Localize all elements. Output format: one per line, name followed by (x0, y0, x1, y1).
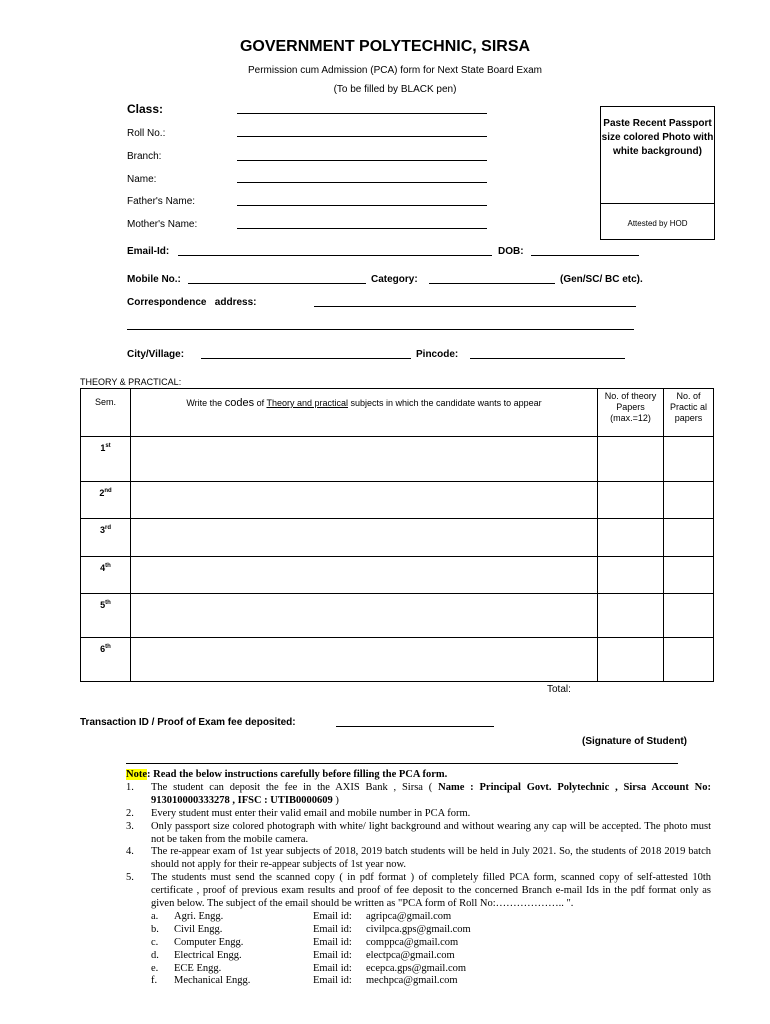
note-label: Note (126, 769, 147, 780)
email-row-label: Email id: (313, 923, 352, 935)
email-row-branch: ECE Engg. (174, 962, 222, 974)
email-row-branch: Agri. Engg. (174, 910, 224, 922)
photo-box (600, 106, 715, 240)
email-row (126, 963, 711, 976)
name-field[interactable] (237, 182, 487, 183)
fathers-name-label: Father's Name: (127, 196, 196, 207)
email-row-letter: c. (151, 936, 159, 948)
pincode-field[interactable] (470, 358, 625, 359)
subjects-cell[interactable] (131, 519, 598, 557)
email-row-letter: d. (151, 949, 159, 961)
roll-no-field[interactable] (237, 136, 487, 137)
mobile-field[interactable] (188, 283, 366, 284)
theory-practical-label: THEORY & PRACTICAL: (80, 377, 182, 387)
address-field-line1[interactable] (314, 306, 636, 307)
form-instruction: (To be filled by BLACK pen) (333, 84, 457, 95)
table-row (81, 638, 714, 682)
email-row-branch: Mechanical Engg. (174, 975, 251, 987)
email-row-address[interactable]: civilpca.gps@gmail.com (366, 923, 471, 935)
instruction-number: 5. (126, 872, 134, 884)
practical-count-cell[interactable] (664, 638, 714, 682)
email-row-label: Email id: (313, 962, 352, 974)
instruction-text-end: ) (332, 794, 339, 806)
email-row-branch: Computer Engg. (174, 936, 244, 948)
practical-count-cell[interactable] (664, 437, 714, 482)
instruction-number: 1. (126, 781, 134, 793)
instruction-text: Only passport size colored photograph with white/ light background and without wearing any cap will be accepted. The photo must not be taken from the mobile camera. (151, 820, 711, 845)
theory-count-cell[interactable] (598, 557, 664, 594)
sem-cell: 3rd (81, 519, 131, 557)
email-row-address[interactable]: electpca@gmail.com (366, 949, 455, 961)
instruction-item (126, 872, 711, 911)
signature-label: (Signature of Student) (582, 736, 687, 747)
city-field[interactable] (201, 358, 411, 359)
photo-divider (601, 203, 714, 204)
branch-field[interactable] (237, 160, 487, 161)
category-field[interactable] (429, 283, 555, 284)
instruction-item (126, 782, 711, 808)
subjects-table (80, 388, 714, 682)
photo-attested-label: Attested by HOD (627, 219, 688, 228)
col-theory-text: No. of theory Papers (max.=12) (604, 391, 657, 423)
notes-heading-text: : Read the below instructions carefully before filling the PCA form. (147, 769, 448, 780)
email-row-branch: Civil Engg. (174, 923, 223, 935)
table-row (81, 557, 714, 594)
email-row-address[interactable]: agripca@gmail.com (366, 910, 452, 922)
class-label: Class: (127, 102, 164, 116)
instruction-item (126, 821, 711, 847)
mothers-name-label: Mother's Name: (127, 219, 198, 230)
category-hint: (Gen/SC/ BC etc). (560, 274, 643, 285)
email-row-label: Email id: (313, 949, 352, 961)
practical-count-cell[interactable] (664, 482, 714, 519)
instruction-number: 2. (126, 807, 134, 819)
form-subtitle: Permission cum Admission (PCA) form for Next State Board Exam (248, 65, 542, 76)
email-row-letter: b. (151, 923, 159, 935)
theory-count-cell[interactable] (598, 594, 664, 638)
address-field-line2[interactable] (127, 329, 634, 330)
dob-field[interactable] (531, 255, 639, 256)
col-practical-text: No. of Practic al papers (669, 391, 707, 423)
table-row (81, 437, 714, 482)
branch-label: Branch: (127, 151, 162, 162)
instruction-number: 3. (126, 820, 134, 832)
col-subjects-post: subjects in which the candidate wants to appear (350, 398, 542, 408)
bank-details: Name : Principal Govt. Polytechnic , Sirsa Account No: 913010000333278 , IFSC : UTIB0000609 (151, 781, 711, 806)
email-row-letter: a. (151, 910, 159, 922)
practical-count-cell[interactable] (664, 557, 714, 594)
sem-cell: 1st (81, 437, 131, 482)
practical-count-cell[interactable] (664, 594, 714, 638)
email-field[interactable] (178, 255, 492, 256)
col-theory-header (598, 389, 664, 437)
subjects-cell[interactable] (131, 437, 598, 482)
mothers-name-field[interactable] (237, 228, 487, 229)
theory-count-cell[interactable] (598, 482, 664, 519)
sem-cell: 5th (81, 594, 131, 638)
separator-line (126, 763, 678, 764)
city-label: City/Village: (127, 349, 185, 360)
email-label: Email-Id: (127, 246, 170, 257)
transaction-label: Transaction ID / Proof of Exam fee deposited: (80, 717, 296, 728)
instructions (126, 769, 711, 988)
instruction-number: 4. (126, 846, 134, 858)
email-row (126, 950, 711, 963)
table-row (81, 594, 714, 638)
branch-email-list (126, 911, 711, 988)
col-subjects-mid: of (256, 398, 265, 408)
col-subjects-underlined: Theory and practical (266, 398, 348, 408)
sem-cell: 2nd (81, 482, 131, 519)
col-practical-header (664, 389, 714, 437)
photo-instruction: Paste Recent Passport size colored Photo with white background) (601, 118, 714, 157)
sem-cell: 6th (81, 638, 131, 682)
instruction-text: The student can deposit the fee in the AXIS Bank , Sirsa ( (151, 781, 439, 793)
subjects-cell[interactable] (131, 638, 598, 682)
subjects-cell[interactable] (131, 557, 598, 594)
table-row (81, 482, 714, 519)
email-row-address[interactable]: ecepca.gps@gmail.com (366, 962, 467, 974)
email-row-label: Email id: (313, 975, 352, 987)
email-row (126, 975, 711, 988)
dob-label: DOB: (498, 246, 524, 257)
theory-count-cell[interactable] (598, 638, 664, 682)
category-label: Category: (371, 274, 418, 285)
address-label: Correspondence address: (127, 297, 257, 308)
sem-cell: 4th (81, 557, 131, 594)
form-title: GOVERNMENT POLYTECHNIC, SIRSA (239, 38, 531, 55)
email-row-letter: e. (151, 962, 159, 974)
email-row-branch: Electrical Engg. (174, 949, 242, 961)
email-row-label: Email id: (313, 910, 352, 922)
col-subjects-header (131, 389, 598, 437)
subjects-cell[interactable] (131, 594, 598, 638)
email-row-label: Email id: (313, 936, 352, 948)
fathers-name-field[interactable] (237, 205, 487, 206)
mobile-label: Mobile No.: (127, 274, 181, 285)
email-row (126, 937, 711, 950)
practical-count-cell[interactable] (664, 519, 714, 557)
instruction-text: The students must send the scanned copy ( in pdf format ) of completely filled PCA form, scanned copy of self-attested 10th certificate , proof of previous exam results and proof of fee deposit to the concerned Branch e-mail Ids in the pdf format only as given below. The subject of the email should be written as "PCA form of Roll No:……………….. ". (151, 872, 711, 910)
instruction-item (126, 808, 711, 821)
roll-no-label: Roll No.: (127, 128, 166, 139)
total-label: Total: (547, 684, 571, 695)
theory-count-cell[interactable] (598, 437, 664, 482)
email-row (126, 924, 711, 937)
pincode-label: Pincode: (416, 349, 459, 360)
email-row-address[interactable]: mechpca@gmail.com (366, 975, 458, 987)
instruction-text: Every student must enter their valid email and mobile number in PCA form. (151, 807, 471, 819)
table-row (81, 519, 714, 557)
subjects-cell[interactable] (131, 482, 598, 519)
transaction-field[interactable] (336, 726, 494, 727)
class-field[interactable] (237, 113, 487, 114)
col-subjects-codes: codes (224, 397, 255, 409)
col-sem-header: Sem. (81, 389, 131, 437)
notes-heading (126, 769, 711, 782)
email-row (126, 911, 711, 924)
email-row-address[interactable]: comppca@gmail.com (366, 936, 459, 948)
name-label: Name: (127, 174, 157, 185)
instruction-item (126, 846, 711, 872)
instruction-text: The re-appear exam of 1st year subjects of 2018, 2019 batch students will be held in July 2021. So, the students of 2018 2019 batch should not apply for their re-appear subjects of 1st year now. (151, 846, 711, 871)
table-header-row (81, 389, 714, 437)
col-subjects-pre: Write the (186, 398, 223, 408)
email-row-letter: f. (151, 975, 158, 987)
theory-count-cell[interactable] (598, 519, 664, 557)
